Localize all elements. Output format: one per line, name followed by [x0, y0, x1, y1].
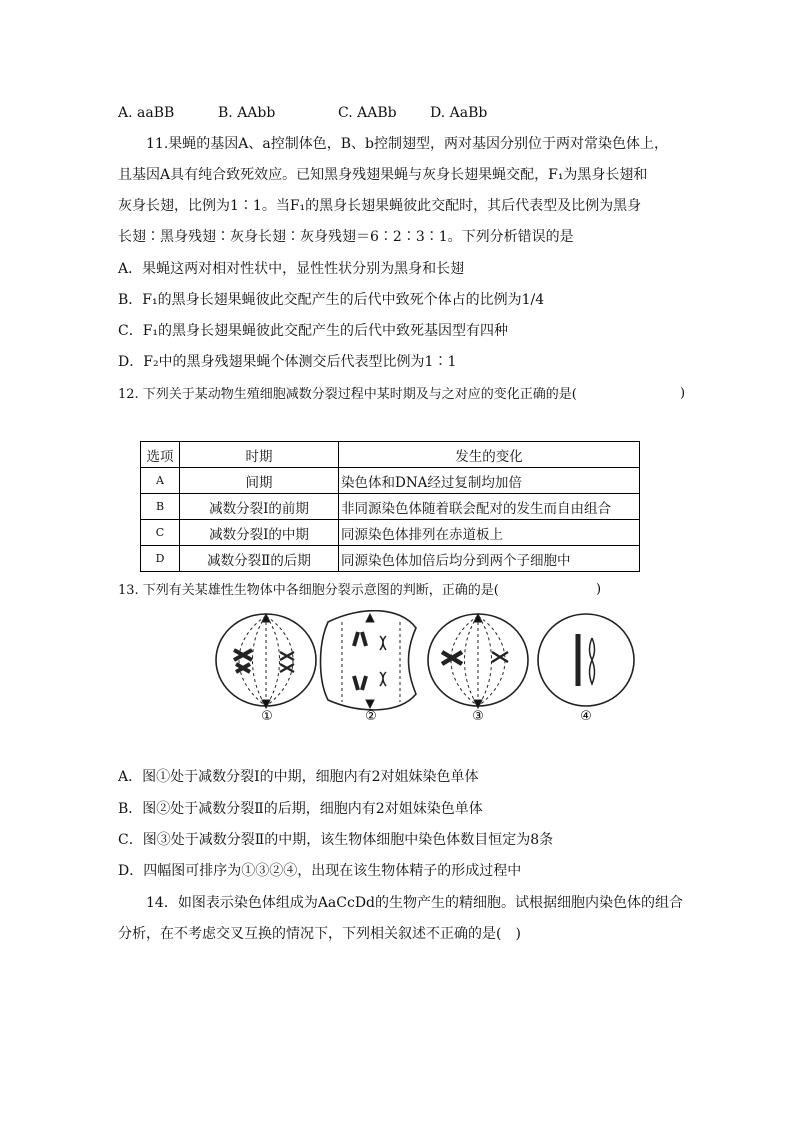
row-option: B	[141, 494, 180, 520]
q13-close-paren: )	[596, 582, 602, 597]
q11-line-4: 长翅∶黑身残翅∶灰身长翅∶灰身残翅＝6∶2∶3∶1。下列分析错误的是	[118, 229, 574, 245]
row-change: 非同源染色体随着联会配对的发生而自由组合	[339, 494, 640, 520]
option-b: B. AAbb	[218, 105, 276, 121]
header-change: 发生的变化	[339, 442, 640, 468]
figure-label-2: ②	[365, 709, 377, 722]
q14-line-2: 分析，在不考虑交叉互换的情况下，下列相关叙述不正确的是( )	[118, 926, 521, 942]
q11-option-b: B．F₁的黑身长翅果蝇彼此交配产生的后代中致死个体占的比例为1/4	[118, 292, 545, 308]
cell-division-figure	[210, 610, 640, 722]
q14-line-1: 14．如图表示染色体组成为AaCcDd的生物产生的精细胞。试根据细胞内染色体的组合	[146, 895, 684, 911]
q13-option-d: D．四幅图可排序为①③②④，出现在该生物体精子的形成过程中	[118, 863, 522, 879]
option-c: C. AABb	[338, 105, 397, 121]
table-row	[141, 520, 640, 546]
previous-question-options	[118, 104, 487, 122]
row-option: A	[141, 468, 180, 494]
q11-line-1: 11.果蝇的基因A、a控制体色，B、b控制翅型，两对基因分别位于两对常染色体上，	[146, 136, 668, 152]
row-period: 间期	[180, 468, 339, 494]
row-period: 减数分裂Ⅰ的中期	[180, 520, 339, 546]
q11-option-c: C．F₁的黑身长翅果蝇彼此交配产生的后代中致死基因型有四种	[118, 323, 509, 339]
table-row	[141, 494, 640, 520]
q12-table	[140, 441, 640, 572]
cell-diagram-1	[216, 614, 316, 708]
q12-close-paren: )	[680, 386, 686, 401]
row-change: 同源染色体排列在赤道板上	[339, 520, 640, 546]
cell-diagram-3	[428, 614, 528, 708]
option-d: D. AaBb	[430, 105, 488, 121]
q11-line-3: 灰身长翅，比例为1∶1。当F₁的黑身长翅果蝇彼此交配时，其后代表型及比例为黑身	[118, 198, 642, 214]
cell-diagram-2	[321, 611, 417, 710]
row-option: C	[141, 520, 180, 546]
table-header-row	[141, 442, 640, 468]
row-option: D	[141, 546, 180, 572]
q12-stem: 12. 下列关于某动物生殖细胞减数分裂过程中某时期及与之对应的变化正确的是(	[118, 387, 577, 402]
header-period: 时期	[180, 442, 339, 468]
row-change: 同源染色体加倍后均分到两个子细胞中	[339, 546, 640, 572]
q11-option-d: D．F₂中的黑身残翅果蝇个体测交后代表型比例为1∶1	[118, 354, 457, 370]
option-a: A. aaBB	[118, 105, 175, 121]
figure-label-4: ④	[580, 709, 592, 722]
row-period: 减数分裂Ⅰ的前期	[180, 494, 339, 520]
table-row	[141, 546, 640, 572]
q11-line-2: 且基因A具有纯合致死效应。已知黑身残翅果蝇与灰身长翅果蝇交配，F₁为黑身长翅和	[118, 167, 648, 183]
header-option: 选项	[141, 442, 180, 468]
table-row	[141, 468, 640, 494]
q13-option-c: C．图③处于减数分裂Ⅱ的中期，该生物体细胞中染色体数目恒定为8条	[118, 832, 554, 848]
row-period: 减数分裂Ⅱ的后期	[180, 546, 339, 572]
q13-option-b: B．图②处于减数分裂Ⅱ的后期，细胞内有2对姐妹染色单体	[118, 801, 483, 817]
q13-option-a: A．图①处于减数分裂Ⅰ的中期，细胞内有2对姐妹染色单体	[118, 769, 479, 785]
row-change: 染色体和DNA经过复制均加倍	[339, 468, 640, 494]
cell-diagram-4	[538, 614, 634, 706]
q13-stem: 13. 下列有关某雄性生物体中各细胞分裂示意图的判断，正确的是(	[118, 583, 499, 598]
figure-label-3: ③	[472, 709, 484, 722]
figure-label-1: ①	[261, 709, 273, 722]
q11-option-a: A．果蝇这两对相对性状中，显性性状分别为黑身和长翅	[118, 261, 465, 277]
